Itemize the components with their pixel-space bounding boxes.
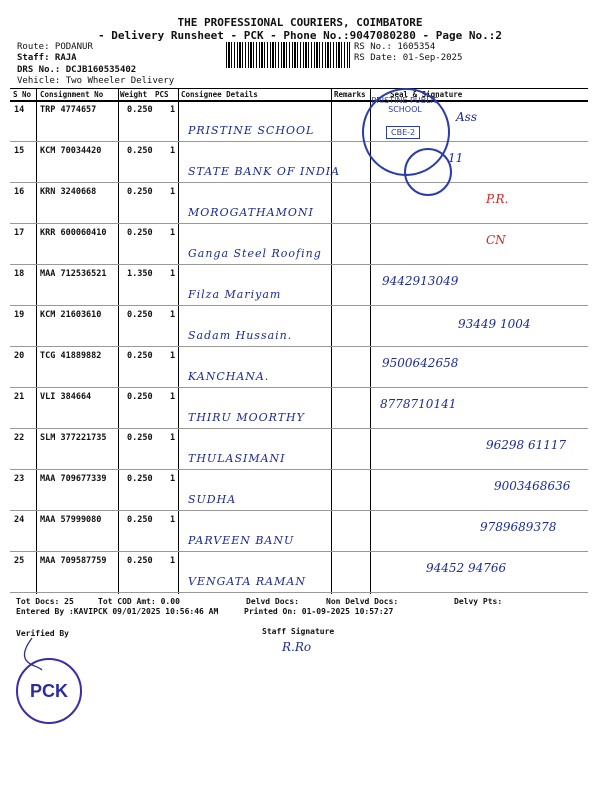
col-sno: S No [13, 90, 32, 99]
col-consignment: Consignment No [40, 90, 104, 99]
row-weight: 0.250 [127, 433, 153, 443]
row-signature: 9003468636 [494, 479, 571, 493]
row-weight: 0.250 [127, 105, 153, 115]
row-sno: 17 [14, 228, 25, 238]
row-weight: 0.250 [127, 474, 153, 484]
pck-stamp: PCK [16, 658, 82, 724]
delivered-docs: Delvd Docs: [246, 597, 299, 606]
row-consignment-no: VLI 384664 [40, 392, 92, 402]
total-docs: Tot Docs: 25 [16, 597, 74, 606]
row-consignee: SUDHA [188, 493, 237, 506]
row-consignee: VENGATA RAMAN [188, 575, 306, 588]
row-weight: 1.350 [127, 269, 153, 279]
staff-signature: R.Ro [282, 640, 312, 654]
printed-on: Printed On: 01-09-2025 10:57:27 [244, 607, 394, 616]
row-pcs: 1 [170, 187, 176, 197]
table-row [10, 305, 588, 347]
row-weight: 0.250 [127, 228, 153, 238]
row-consignment-no: KCM 21603610 [40, 310, 102, 320]
delivery-points: Delvy Pts: [454, 597, 503, 606]
row-signature: P.R. [486, 192, 509, 206]
row-sno: 25 [14, 556, 25, 566]
row-consignment-no: KRN 3240668 [40, 187, 97, 197]
row-signature: 9500642658 [382, 356, 459, 370]
row-consignment-no: MAA 57999080 [40, 515, 102, 525]
row-weight: 0.250 [127, 556, 153, 566]
staff-label: Staff: RAJA [17, 53, 77, 63]
runsheet-subtitle: - Delivery Runsheet - PCK - Phone No.:9047080280 - Page No.:2 [98, 29, 502, 42]
row-weight: 0.250 [127, 515, 153, 525]
row-sno: 24 [14, 515, 25, 525]
row-pcs: 1 [170, 228, 176, 238]
row-weight: 0.250 [127, 310, 153, 320]
staff-signature-label: Staff Signature [262, 627, 335, 636]
verified-signature-mark [18, 636, 48, 672]
row-consignee: PARVEEN BANU [188, 534, 295, 547]
row-signature: 8778710141 [380, 397, 457, 411]
row-consignment-no: MAA 709587759 [40, 556, 107, 566]
table-row [10, 182, 588, 224]
row-pcs: 1 [170, 556, 176, 566]
row-consignee: Sadam Hussain. [188, 329, 293, 342]
table-row [10, 469, 588, 511]
rs-no: RS No.: 1605354 [354, 42, 436, 52]
table-row [10, 346, 588, 388]
row-sno: 16 [14, 187, 25, 197]
row-consignee: MOROGATHAMONI [188, 206, 314, 219]
row-consignment-no: KCM 70034420 [40, 146, 102, 156]
vehicle-label: Vehicle: Two Wheeler Delivery [17, 76, 175, 86]
total-cod: Tot COD Amt: 0.00 [98, 597, 180, 606]
verified-by-label: Verified By [16, 629, 69, 638]
row-consignee: KANCHANA. [188, 370, 270, 383]
row-pcs: 1 [170, 433, 176, 443]
row-consignee: Filza Mariyam [188, 288, 282, 301]
row-pcs: 1 [170, 392, 176, 402]
row-pcs: 1 [170, 351, 176, 361]
rs-date: RS Date: 01-Sep-2025 [354, 53, 463, 63]
table-row [10, 510, 588, 552]
row-consignment-no: MAA 709677339 [40, 474, 107, 484]
table-row [10, 223, 588, 265]
row-signature: 9789689378 [480, 520, 557, 534]
row-consignee: Ganga Steel Roofing [188, 247, 322, 260]
table-row [10, 428, 588, 470]
col-consignee: Consignee Details [181, 90, 258, 99]
row-pcs: 1 [170, 310, 176, 320]
col-weight: Weight [120, 90, 148, 99]
row-signature: Ass [456, 110, 477, 124]
col-signature: Seal & Signature [390, 90, 463, 99]
row-signature: 96298 61117 [486, 438, 567, 452]
table-row [10, 141, 588, 183]
table-row [10, 551, 588, 593]
route-label: Route: PODANUR [17, 42, 93, 52]
row-pcs: 1 [170, 105, 176, 115]
row-weight: 0.250 [127, 146, 153, 156]
row-consignment-no: KRR 600060410 [40, 228, 107, 238]
col-remarks: Remarks [334, 90, 366, 99]
row-pcs: 1 [170, 474, 176, 484]
entered-by: Entered By :KAVIPCK 09/01/2025 10:56:46 AM [16, 607, 219, 616]
row-consignee: THULASIMANI [188, 452, 286, 465]
row-signature: 11 [448, 151, 464, 165]
col-pcs: PCS [155, 90, 169, 99]
row-consignee: PRISTINE SCHOOL [188, 124, 315, 137]
table-row [10, 100, 588, 142]
row-consignee: STATE BANK OF INDIA [188, 165, 341, 178]
row-signature: CN [486, 233, 506, 247]
company-title: THE PROFESSIONAL COURIERS, COIMBATORE [177, 16, 423, 29]
row-sno: 23 [14, 474, 25, 484]
row-signature: 9442913049 [382, 274, 459, 288]
row-consignment-no: MAA 712536521 [40, 269, 107, 279]
row-sno: 22 [14, 433, 25, 443]
row-sno: 18 [14, 269, 25, 279]
row-signature: 93449 1004 [458, 317, 531, 331]
row-consignee: THIRU MOORTHY [188, 411, 305, 424]
non-delivered-docs: Non Delvd Docs: [326, 597, 399, 606]
table-row [10, 387, 588, 429]
row-sno: 14 [14, 105, 25, 115]
row-sno: 19 [14, 310, 25, 320]
row-sno: 15 [14, 146, 25, 156]
round-stamp [404, 148, 452, 196]
row-consignment-no: SLM 377221735 [40, 433, 107, 443]
row-weight: 0.250 [127, 392, 153, 402]
row-signature: 94452 94766 [426, 561, 507, 575]
row-sno: 21 [14, 392, 25, 402]
barcode [226, 42, 350, 68]
row-pcs: 1 [170, 146, 176, 156]
row-sno: 20 [14, 351, 25, 361]
row-pcs: 1 [170, 269, 176, 279]
row-pcs: 1 [170, 515, 176, 525]
row-weight: 0.250 [127, 351, 153, 361]
row-weight: 0.250 [127, 187, 153, 197]
row-consignment-no: TCG 41889882 [40, 351, 102, 361]
table-row [10, 264, 588, 306]
school-seal: PRISTINE PUBLIC SCHOOL CBE-2 [362, 88, 450, 176]
drs-label: DRS No.: DCJB160535402 [17, 65, 137, 75]
row-consignment-no: TRP 4774657 [40, 105, 97, 115]
